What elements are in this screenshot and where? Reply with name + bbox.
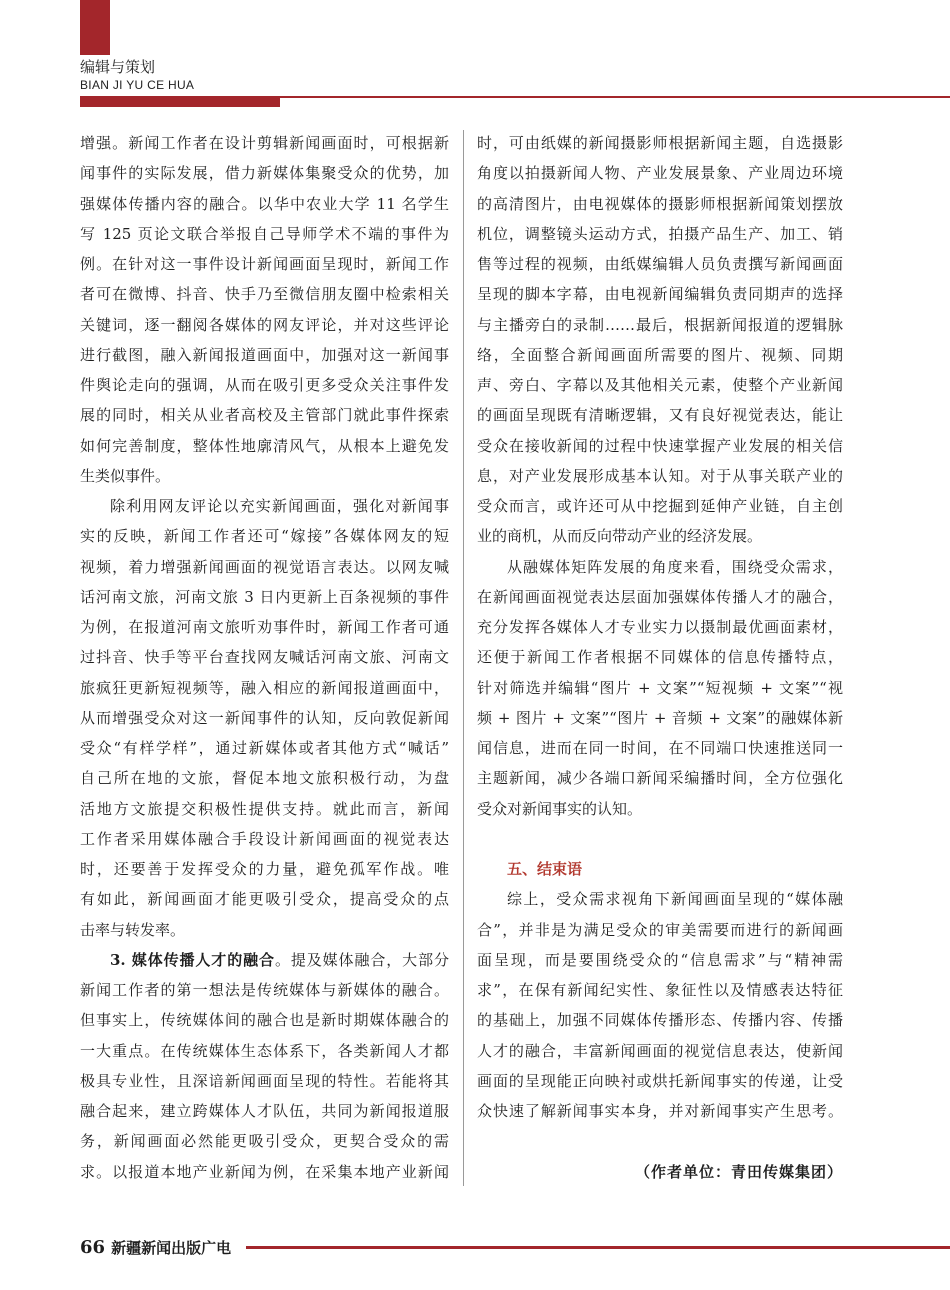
column-divider	[463, 130, 464, 1186]
text-line: 面呈现，而是要围绕受众的“信息需求”与“精神需	[477, 950, 843, 969]
text-line: 进行截图，融入新闻报道画面中，加强对这一新闻事	[80, 345, 449, 364]
text-line: 过抖音、快手等平台查找网友喊话河南文旅、河南文	[80, 648, 449, 667]
text-line: 人才的融合，丰富新闻画面的视觉信息表达，使新闻	[477, 1041, 843, 1060]
text-line: 自己所在地的文旅，督促本地文旅积极行动，为盘	[80, 769, 449, 788]
text-line	[80, 945, 449, 975]
paragraph	[477, 128, 843, 552]
paragraph	[477, 552, 843, 824]
text-line: 主题新闻，减少各端口新闻采编播时间，全方位强化	[477, 769, 843, 788]
text-line: 业的商机，从而反向带动产业的经济发展。	[477, 527, 763, 546]
text-line: 闻事件的实际发展，借力新媒体集聚受众的优势，加	[80, 164, 449, 183]
text-line: 强媒体传播内容的融合。以华中农业大学 11 名学生	[80, 194, 449, 213]
text-line: 的基础上，加强不同媒体传播形态、传播内容、传播	[477, 1011, 843, 1030]
text-line: 的高清图片，由电视媒体的摄影师根据新闻策划摆放	[477, 194, 843, 213]
text-line: 针对筛选并编辑“图片 + 文案”“短视频 + 文案”“视	[477, 678, 843, 697]
text-line: 受众在接收新闻的过程中快速掌握产业发展的相关信	[477, 436, 843, 455]
text-line: 时，还要善于发挥受众的力量，避免孤军作战。唯	[80, 860, 449, 878]
text-line: 如何完善制度，整体性地廓清风气，从根本上避免发	[80, 436, 449, 455]
header-rule-bar	[80, 96, 280, 107]
text-line: 售等过程的视频，由纸媒编辑人员负责撰写新闻画面	[477, 255, 843, 273]
author-affiliation: （作者单位：青田传媒集团）	[634, 1162, 843, 1181]
text-line: 增强。新闻工作者在设计剪辑新闻画面时，可根据新	[80, 134, 449, 152]
text-line: 角度以拍摄新闻人物、产业发展景象、产业周边环境	[477, 164, 843, 183]
text-line: 还便于新闻工作者根据不同媒体的信息传播特点，	[477, 648, 843, 667]
text-line: 机位，调整镜头运动方式，拍摄产品生产、加工、销	[477, 224, 843, 243]
text-line: 者可在微博、抖音、快手乃至微信朋友圈中检索相关	[80, 285, 449, 304]
text-line: 为例，在报道河南文旅听劝事件时，新闻工作者可通	[80, 618, 449, 636]
text-line: 融合起来，建立跨媒体人才队伍，共同为新闻报道服	[80, 1102, 449, 1120]
text-line: 例。在针对这一事件设计新闻画面呈现时，新闻工作	[80, 255, 449, 273]
left-column	[80, 128, 449, 1187]
footer-rule	[246, 1246, 950, 1249]
conclusion-paragraph	[477, 884, 843, 1126]
publication-name: 新疆新闻出版广电	[111, 1239, 232, 1257]
text-line: 与主播旁白的录制……最后，根据新闻报道的逻辑脉	[477, 315, 843, 334]
text-line: 合”，并非是为满足受众的审美需要而进行的新闻画	[477, 920, 843, 939]
text-line: 除利用网友评论以充实新闻画面，强化对新闻事	[110, 497, 449, 515]
text-line: 从融媒体矩阵发展的角度来看，围绕受众需求，	[507, 557, 843, 576]
section-color-tab	[80, 0, 110, 55]
text-line: 受众而言，或许还可从中挖掘到延伸产业链，自主创	[477, 497, 843, 515]
section-title-pinyin: BIAN JI YU CE HUA	[80, 78, 195, 92]
text-line: 受众“有样学样”，通过新媒体或者其他方式“喊话”	[80, 739, 449, 757]
text-line: 求”，在保有新闻纪实性、象征性以及情感表达特征	[477, 981, 843, 999]
right-column	[477, 128, 843, 1187]
text-line: 关键词，逐一翻阅各媒体的网友评论，并对这些评论	[80, 315, 449, 334]
text-line: 声、旁白、字幕以及其他相关元素，使整个产业新闻	[477, 376, 843, 394]
page-footer	[80, 1236, 231, 1260]
text-line: 画面的呈现能正向映衬或烘托新闻事实的传递，让受	[477, 1071, 843, 1090]
text-line: 在新闻画面视觉表达层面加强媒体传播人才的融合，	[477, 587, 843, 606]
page-number: 66	[80, 1237, 106, 1258]
text-line: 从而增强受众对这一新闻事件的认知，反向敦促新闻	[80, 708, 449, 727]
text-line: 络，全面整合新闻画面所需要的图片、视频、同期	[477, 345, 843, 364]
subsection-heading: 3. 媒体传播人才的融合	[110, 950, 275, 969]
text-line: 时，可由纸媒的新闻摄影师根据新闻主题，自选摄影	[477, 134, 843, 152]
text-line-rest: 。提及媒体融合，大部分	[274, 950, 449, 969]
text-line: 话河南文旅，河南文旅 3 日内更新上百条视频的事件	[80, 587, 449, 606]
text-line: 综上，受众需求视角下新闻画面呈现的“媒体融	[507, 890, 843, 909]
text-line: 的画面呈现既有清晰逻辑，又有良好视觉表达，能让	[477, 406, 843, 425]
text-line: 受众对新闻事实的认知。	[477, 799, 643, 818]
text-line: 一大重点。在传统媒体生态体系下，各类新闻人才都	[80, 1041, 449, 1060]
text-line: 件舆论走向的强调，从而在吸引更多受众关注事件发	[80, 376, 449, 394]
section-heading: 五、结束语	[507, 860, 583, 878]
text-line: 频 + 图片 + 文案”“图片 + 音频 + 文案”的融媒体新	[477, 708, 843, 727]
paragraph	[80, 128, 449, 491]
text-line: 息，对产业发展形成基本认知。对于从事关联产业的	[477, 466, 843, 485]
text-line: 极具专业性，且深谙新闻画面呈现的特性。若能将其	[80, 1071, 449, 1090]
text-line: 视频，着力增强新闻画面的视觉语言表达。以网友喊	[80, 557, 449, 576]
paragraph	[80, 945, 449, 1187]
text-line: 生类似事件。	[80, 466, 171, 485]
text-line: 众快速了解新闻事实本身，并对新闻事实产生思考。	[477, 1102, 843, 1120]
text-line: 呈现的脚本字幕，由电视新闻编辑负责同期声的选择	[477, 285, 843, 304]
paragraph	[80, 491, 449, 945]
text-line: 活地方文旅提交积极性提供支持。就此而言，新闻	[80, 799, 449, 818]
text-line: 新闻工作者的第一想法是传统媒体与新媒体的融合。	[80, 981, 449, 999]
text-line: 闻信息，进而在同一时间，在不同端口快速推送同一	[477, 739, 843, 757]
text-line: 但事实上，传统媒体间的融合也是新时期媒体融合的	[80, 1011, 449, 1030]
text-line: 实的反映，新闻工作者还可“嫁接”各媒体网友的短	[80, 527, 449, 546]
text-line: 求。以报道本地产业新闻为例，在采集本地产业新闻	[80, 1162, 449, 1181]
text-line: 写 125 页论文联合举报自己导师学术不端的事件为	[80, 224, 449, 243]
section-title: 编辑与策划	[80, 58, 156, 76]
text-line: 充分发挥各媒体人才专业实力以摄制最优画面素材，	[477, 618, 843, 636]
text-line: 务，新闻画面必然能更吸引受众，更契合受众的需	[80, 1132, 449, 1151]
text-line: 有如此，新闻画面才能更吸引受众，提高受众的点	[80, 890, 449, 909]
text-line: 工作者采用媒体融合手段设计新闻画面的视觉表达	[80, 829, 449, 848]
text-line: 旅疯狂更新短视频等，融入相应的新闻报道画面中，	[80, 678, 449, 697]
text-line: 击率与转发率。	[80, 920, 186, 939]
text-line: 展的同时，相关从业者高校及主管部门就此事件探索	[80, 406, 449, 425]
